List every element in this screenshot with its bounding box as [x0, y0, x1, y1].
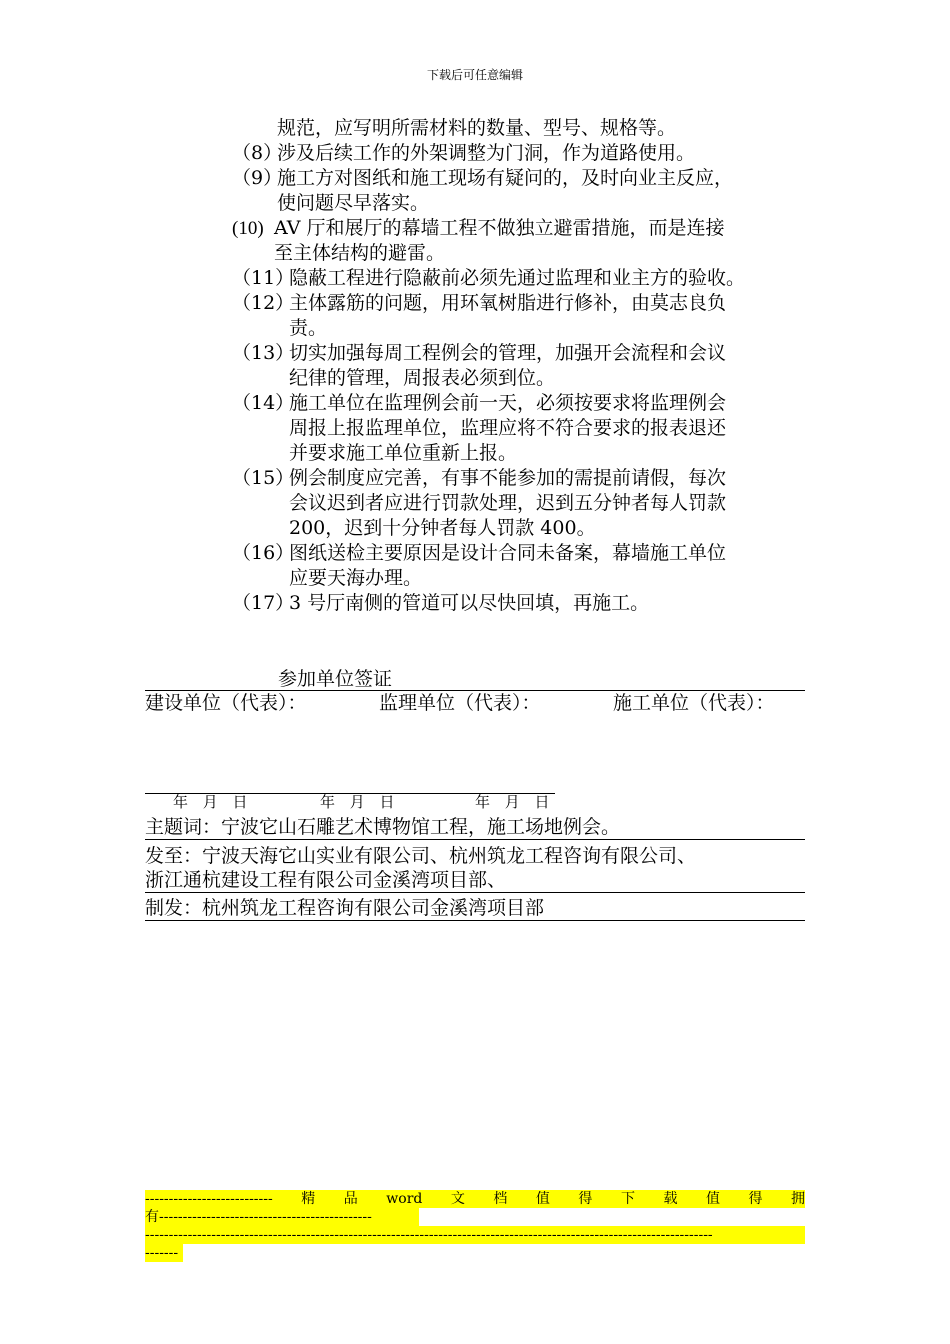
item-number: （15） — [232, 467, 295, 489]
item-text: 200，迟到十分钟者每人罚款 400。 — [289, 517, 596, 539]
list-item — [232, 291, 822, 341]
item-text: 至主体结构的避雷。 — [274, 242, 446, 264]
list-item — [232, 541, 822, 591]
footer-word: 值 — [705, 1191, 720, 1207]
footer-word: 得 — [578, 1191, 593, 1207]
item-text: 图纸送检主要原因是设计合同未备案，幕墙施工单位 — [289, 542, 727, 564]
supervisor-signature-label: 监理单位（代表）： — [379, 692, 541, 714]
item-number: (10) — [232, 218, 264, 239]
item-text: 应要天海办理。 — [289, 567, 423, 589]
item-number: （12） — [232, 292, 295, 314]
item-text: 施工单位在监理例会前一天，必须按要求将监理例会 — [289, 392, 727, 414]
list-item — [232, 466, 822, 541]
footer-word: 得 — [748, 1191, 763, 1207]
item-text: 会议迟到者应进行罚款处理，迟到五分钟者每人罚款 — [289, 492, 727, 514]
item-number: （8） — [232, 142, 283, 164]
item-text: 施工方对图纸和施工现场有疑问的，及时向业主反应， — [277, 167, 734, 189]
footer-dashes: --------------------------- — [145, 1191, 273, 1207]
item-text: 并要求施工单位重新上报。 — [289, 442, 518, 464]
footer-line: ------- — [145, 1244, 183, 1262]
item-number: （14） — [232, 392, 295, 414]
item-number: （11） — [232, 267, 295, 289]
send-to-line: 浙江通杭建设工程有限公司金溪湾项目部、 — [145, 869, 507, 891]
item-text: 涉及后续工作的外架调整为门洞，作为道路使用。 — [277, 142, 696, 164]
date-supervisor: 年 月 日 — [320, 793, 400, 811]
list-item — [232, 341, 822, 391]
list-item — [232, 166, 822, 216]
date-contractor: 年 月 日 — [475, 793, 555, 811]
footer-word: 拥 — [791, 1191, 805, 1207]
signature-dates — [145, 793, 555, 811]
item-text: 3 号厅南侧的管道可以尽快回填，再施工。 — [289, 592, 650, 614]
item-number: （9） — [232, 167, 283, 189]
subject-line: 主题词：宁波它山石雕艺术博物馆工程，施工场地例会。 — [145, 815, 805, 840]
item-text: AV 厅和展厅的幕墙工程不做独立避雷措施，而是连接 — [274, 217, 725, 239]
footer-word: 档 — [493, 1191, 508, 1207]
promo-footer — [145, 1190, 805, 1262]
item-number: （17） — [232, 592, 295, 614]
issued-by: 制发：杭州筑龙工程咨询有限公司金溪湾项目部 — [145, 896, 805, 921]
list-item — [232, 141, 822, 166]
item-text: 周报上报监理单位，监理应将不符合要求的报表退还 — [289, 417, 727, 439]
footer-word: word — [386, 1191, 423, 1207]
footer-word: 载 — [663, 1191, 678, 1207]
list-item — [232, 216, 822, 266]
send-to — [145, 844, 805, 893]
page-header: 下载后可任意编辑 — [426, 68, 523, 82]
footer-line — [145, 1190, 805, 1208]
contractor-signature-label: 施工单位（代表）： — [613, 692, 775, 714]
owner-signature-label: 建设单位（代表）： — [145, 692, 307, 714]
item-text: 规范，应写明所需材料的数量、型号、规格等。 — [277, 117, 677, 139]
item-text: 纪律的管理，周报表必须到位。 — [289, 367, 556, 389]
footer-word: 品 — [343, 1191, 358, 1207]
footer-line: 有--------------------------------------------- — [145, 1208, 419, 1226]
item-text: 隐蔽工程进行隐蔽前必须先通过监理和业主方的验收。 — [289, 267, 746, 289]
footer-word: 精 — [301, 1191, 316, 1207]
item-text: 主体露筋的问题，用环氧树脂进行修补，由莫志良负 — [289, 292, 727, 314]
footer-word: 文 — [450, 1191, 465, 1207]
list-item — [232, 591, 822, 616]
item-text: 责。 — [289, 317, 328, 339]
list-item — [232, 116, 822, 141]
list-item — [232, 266, 822, 291]
item-text: 使问题尽早落实。 — [277, 192, 430, 214]
send-to-line: 发至：宁波天海它山实业有限公司、杭州筑龙工程咨询有限公司、 — [145, 845, 697, 867]
meeting-items — [232, 116, 822, 616]
item-number: （16） — [232, 542, 295, 564]
footer-line: ------------------------------------------------------------------------------------------------------------------------ — [145, 1226, 805, 1244]
date-owner: 年 月 日 — [173, 793, 253, 811]
footer-word: 值 — [535, 1191, 550, 1207]
item-text: 切实加强每周工程例会的管理，加强开会流程和会议 — [289, 342, 727, 364]
list-item — [232, 391, 822, 466]
sign-section-title: 参加单位签证 — [145, 668, 805, 691]
item-text: 例会制度应完善，有事不能参加的需提前请假，每次 — [289, 467, 727, 489]
footer-word: 下 — [620, 1191, 635, 1207]
item-number: （13） — [232, 342, 295, 364]
